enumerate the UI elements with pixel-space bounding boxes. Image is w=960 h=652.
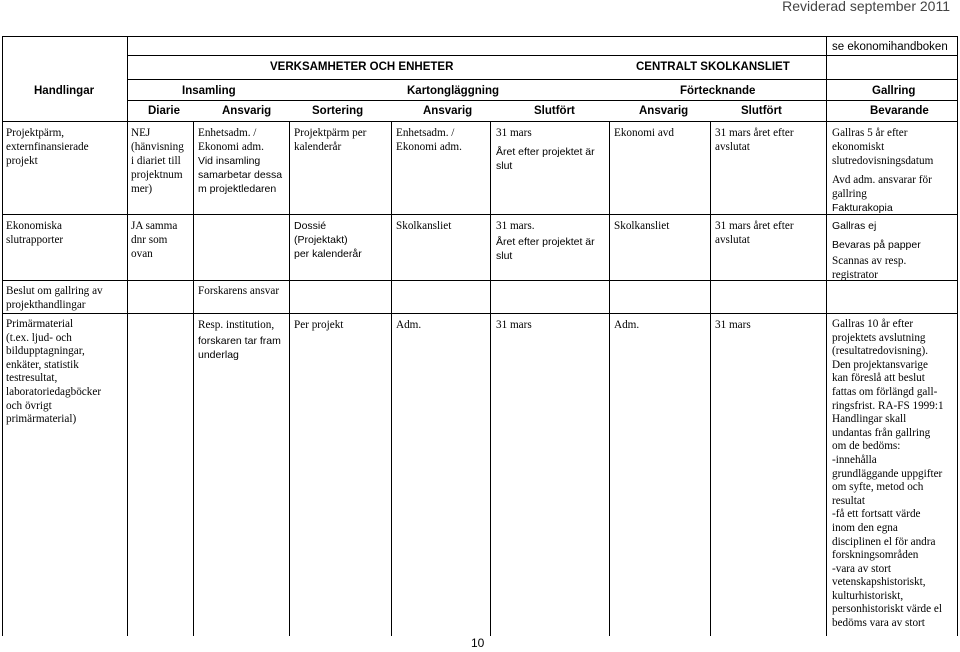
col-sep-8 — [826, 36, 827, 636]
page-number: 10 — [471, 636, 485, 650]
col-sep-6 — [609, 121, 610, 636]
top-link[interactable]: se ekonomihandboken — [832, 41, 948, 53]
col-sep-2 — [193, 121, 194, 636]
row4-ansvarig1: Resp. institution, forskaren tar fram underlag — [198, 319, 281, 361]
header-gallring: Gallring — [872, 85, 916, 97]
row4-ansvarig3: Adm. — [614, 319, 640, 331]
row2-gallring: Gallras ej Bevaras på papper Scannas av resp. registrator — [832, 220, 921, 281]
header-line-1 — [127, 55, 958, 56]
row1-sortering: Projektpärm per kalenderår — [294, 127, 367, 153]
row4-sortering: Per projekt — [294, 319, 344, 331]
header-bevarande: Bevarande — [870, 105, 929, 117]
col-sep-5 — [490, 121, 491, 636]
header-centralt: CENTRALT SKOLKANSLIET — [636, 61, 790, 73]
header-verksamheter: VERKSAMHETER OCH ENHETER — [270, 61, 454, 73]
border-left — [2, 36, 3, 636]
row2-handling: Ekonomiska slutrapporter — [6, 220, 64, 246]
header-sortering: Sortering — [312, 105, 364, 117]
row4-gallring: Gallras 10 år efter projektets avslutning (resultatredovisning). Den projektansvarige kan föreslå att beslut fattas om förlängd gall- ringsfrist. RA-FS 1999:1 Handlingar skall undantas från gallring om de bedöms: -innehålla grundläggande uppgifter om syfte, metod och resultat -få ett fortsatt värde inom den egna disciplinen el för andra forskningsområden -vara av stort vetenskapshistoriskt, kulturhistoriskt, personhistoriskt värde el bedöms vara av stort — [832, 318, 944, 630]
header-insamling: Insamling — [182, 85, 236, 97]
header-slutfort-1: Slutfört — [534, 105, 575, 117]
header-line-2 — [127, 79, 958, 80]
header-ansvarig-3: Ansvarig — [639, 105, 689, 117]
row1-handling: Projektpärm, externfinansierade projekt — [6, 127, 89, 167]
row3-handling: Beslut om gallring av projekthandlingar — [6, 285, 103, 311]
header-bottom — [2, 121, 958, 122]
row4-handling: Primärmaterial (t.ex. ljud- och bildupptagningar, enkäter, statistik testresultat, laboratoriedagböcker och övrigt primärmaterial) — [6, 318, 102, 426]
row2-diarie: JA samma dnr som ovan — [131, 220, 178, 260]
row1-slutfort2: 31 mars året efter avslutat — [715, 127, 794, 153]
col-sep-7 — [710, 121, 711, 636]
row2-sortering: Dossié (Projektakt) per kalenderår — [294, 220, 362, 260]
row1-ansvarig1: Enhetsadm. / Ekonomi adm. Vid insamling samarbetar dessa m projektledaren — [198, 127, 283, 195]
row2-slutfort2: 31 mars året efter avslutat — [715, 220, 794, 246]
revision-note: Reviderad september 2011 — [782, 0, 950, 14]
header-diarie: Diarie — [148, 105, 180, 117]
header-ansvarig-1: Ansvarig — [222, 105, 272, 117]
row2-ansvarig2: Skolkansliet — [396, 220, 452, 232]
row1-slutfort1: 31 mars Året efter projektet är slut — [496, 127, 595, 172]
header-kartlaggning: Kartongläggning — [407, 85, 499, 97]
header-handlingar: Handlingar — [34, 85, 95, 97]
row4-slutfort2: 31 mars — [715, 319, 751, 331]
row2-bottom — [2, 280, 958, 281]
row1-bottom — [2, 214, 958, 215]
row2-slutfort1: 31 mars. Året efter projektet är slut — [496, 220, 595, 262]
row1-ansvarig3: Ekonomi avd — [614, 127, 674, 139]
table-top-border — [2, 36, 958, 37]
col-sep-3 — [289, 121, 290, 636]
row1-gallring: Gallras 5 år efter ekonomiskt slutredovisningsdatum Avd adm. ansvarar för gallring Fakturakopia — [832, 127, 934, 214]
header-line-3 — [127, 100, 958, 101]
header-ansvarig-2: Ansvarig — [423, 105, 473, 117]
header-slutfort-2: Slutfört — [741, 105, 782, 117]
row2-ansvarig3: Skolkansliet — [614, 220, 670, 232]
row1-diarie: NEJ (hänvisning i diariet till projektnum mer) — [131, 127, 184, 195]
col-sep-1 — [127, 36, 128, 636]
border-right — [957, 36, 958, 636]
col-sep-4 — [391, 121, 392, 636]
row3-bottom — [2, 313, 958, 314]
header-forteckning: Förtecknande — [680, 85, 756, 97]
row1-ansvarig2: Enhetsadm. / Ekonomi adm. — [396, 127, 462, 153]
row3-ansvarig1: Forskarens ansvar — [198, 285, 280, 297]
row4-ansvarig2: Adm. — [396, 319, 422, 331]
row4-slutfort1: 31 mars — [496, 319, 532, 331]
